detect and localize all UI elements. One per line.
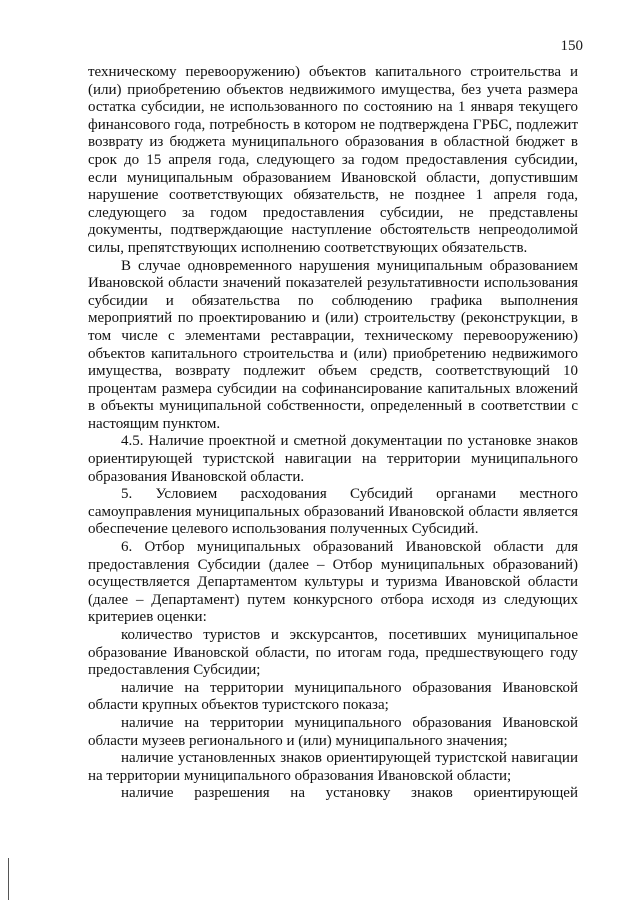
paragraph-simultaneous-violation: В случае одновременного нарушения муниципальным образованием Ивановской области значений показателей результативности использования субсидии и обязательства по соблюдению графика выполнения мероприятий по проектированию и (или) строительству (реконструкции, в том числе с элементами реставрации, техническому перевооружению) объектов капитального строительства и (или) приобретению недвижимого имущества, возврату подлежит объем средств, соответствующий 10 процентам размера субсидии на софинансирование капитальных вложений в объекты муниципальной собственности, определенный в соответствии с настоящим пунктом. — [88, 257, 578, 432]
paragraph-4-5-design-documentation: 4.5. Наличие проектной и сметной документации по установке знаков ориентирующей туристской навигации на территории муниципального образования Ивановской области. — [88, 433, 578, 485]
page-number: 150 — [560, 38, 583, 54]
criterion-installed-signs: наличие установленных знаков ориентирующей туристской навигации на территории муниципального образования Ивановской области; — [88, 750, 578, 784]
paragraph-6-selection-procedure: 6. Отбор муниципальных образований Ивановской области для предоставления Субсидии (далее – Отбор муниципальных образований) осуществляется Департаментом культуры и туризма Ивановской области (далее – Департамент) путем конкурсного отбора исходя из следующих критериев оценки: — [88, 539, 578, 626]
criterion-tourist-count: количество туристов и экскурсантов, посетивших муниципальное образование Ивановской области, по итогам года, предшествующего году предоставления Субсидии; — [88, 627, 578, 679]
paragraph-5-spending-condition: 5. Условием расходования Субсидий органами местного самоуправления муниципальных образований Ивановской области является обеспечение целевого использования полученных Субсидий. — [88, 486, 578, 538]
criterion-tourist-sites: наличие на территории муниципального образования Ивановской области крупных объектов туристского показа; — [88, 679, 578, 714]
document-body — [88, 64, 578, 803]
criterion-sign-permit: наличие разрешения на установку знаков ориентирующей — [121, 785, 578, 802]
scan-edge-mark — [8, 858, 9, 900]
criterion-museums: наличие на территории муниципального образования Ивановской области музеев регионального и (или) муниципального значения; — [88, 714, 578, 749]
paragraph-subsidy-return-continued: техническому перевооружению) объектов капитального строительства и (или) приобретению объектов недвижимого имущества, без учета размера остатка субсидии, не использованного по состоянию на 1 января текущего финансового года, потребность в котором не подтверждена ГРБС, подлежит возврату из бюджета муниципального образования в областной бюджет в срок до 15 апреля года, следующего за годом предоставления субсидии, если муниципальным образованием Ивановской области, допустившим нарушение соответствующих обязательств, не позднее 1 апреля года, следующего за годом предоставления субсидии, не представлены документы, подтверждающие наступление обстоятельств непреодолимой силы, препятствующих исполнению соответствующих обязательств. — [88, 64, 578, 256]
